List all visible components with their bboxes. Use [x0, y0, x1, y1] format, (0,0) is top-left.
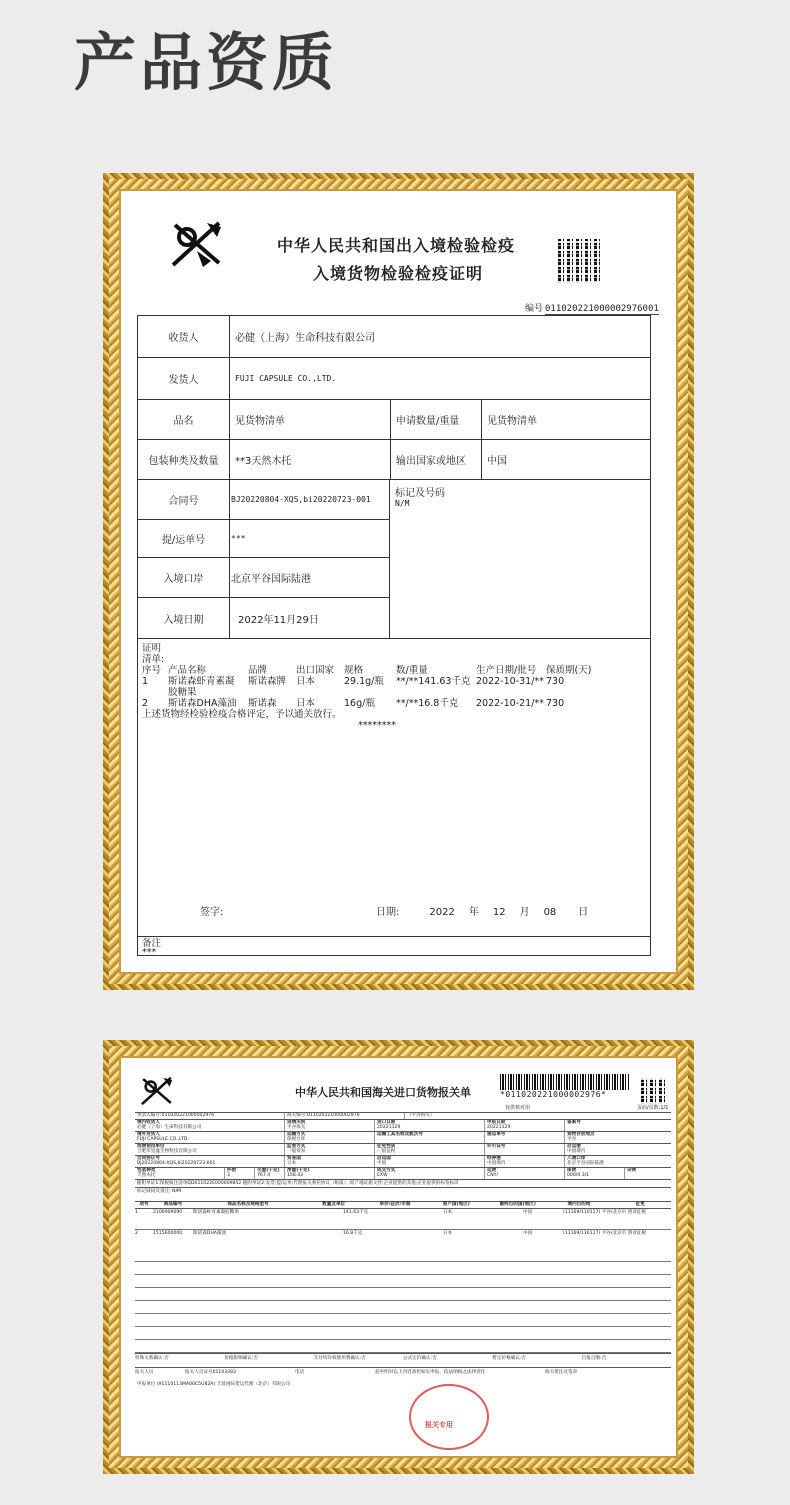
confirmation-row: 特殊关系确认:否 价格影响确认:否 支付特许权使用费确认:否 公式定价确认:否 暂定价格确认:否 自报自缴:否 — [135, 1353, 671, 1367]
goods-row: 胶糖果 — [168, 687, 197, 698]
quantity-value: 见货物清单 — [487, 416, 537, 427]
certificate-frame — [103, 173, 694, 990]
marks-value: N/M — [395, 499, 410, 508]
body-label: 证明 — [142, 643, 162, 654]
bill-value: *** — [231, 534, 246, 543]
declaration-row: 包装种类 天然木托 件数 3 毛重(千克) 767.4 净重(千克) 158.43 成交方式 EXW 运费 CNY/ 保费 000/0.3/1 杂费 — [135, 1167, 671, 1179]
conclusion-text: 上述货物经检验检疫合格评定，予以通关放行。 — [142, 709, 342, 720]
docs-line: 随附单证1:保税核注清单QD011022E000009852 随附单证2:发票;提/运单;代理报关委托协议（纸质）;原产地证据文件;企业提供的其他;企业提供的标签标识 — [135, 1179, 671, 1188]
product-label: 品名 — [138, 400, 230, 439]
barcode-icon — [500, 1074, 630, 1090]
certificate-document — [127, 197, 670, 966]
consignee-label: 收货人 — [138, 316, 230, 357]
declaration-document — [127, 1064, 670, 1450]
declaration-frame — [103, 1040, 694, 1474]
marks-label: 标记及号码 — [395, 488, 445, 499]
entry-date-label: 入境日期 — [138, 598, 230, 638]
certificate-number: 编号 011020221000002976001 — [525, 304, 659, 314]
contract-label: 合同号 — [138, 480, 230, 519]
bill-label: 提/运单号 — [138, 520, 230, 557]
page-count: 页码/页数:1/1 — [637, 1105, 669, 1111]
issue-date: 日期: 2022 年 12 月 08 日 — [376, 907, 589, 918]
qr-code-icon — [641, 1078, 667, 1104]
packaging-label: 包装种类及数量 — [138, 440, 230, 479]
declaration-table — [135, 1112, 671, 1388]
customs-emblem-icon — [137, 1074, 177, 1108]
qr-code-icon — [558, 239, 602, 283]
declarant-row: 报关人员 报关人员证号01103383 电话 兹申明对以上内容承担如实申报、依法纳税之法律责任 海关批注及签章 — [135, 1367, 671, 1381]
certificate-title: 中华人民共和国出入境检验检疫 — [277, 236, 516, 255]
origin-value: 中国 — [487, 456, 507, 467]
page-title: 产品资质 — [74, 26, 339, 99]
customs-emblem-icon — [167, 217, 227, 271]
sign-label: 签字: — [200, 907, 224, 918]
stars-text: ******** — [358, 720, 396, 731]
goods-row: 1 2106909090 斯诺森虾青素凝胶糖果 141.63千克 日本 中国 (11169/110117) 平谷/北京市 照章征税 — [135, 1209, 647, 1215]
packaging-value: **3天然木托 — [235, 456, 292, 467]
customs-stamp — [409, 1384, 489, 1450]
contract-value: BJ20220804-XQS,bi20220723-001 — [231, 495, 371, 504]
goods-row: 2 斯诺森DHA藻油 斯诺森 日本 16g/瓶 **/**16.8千克 2022-10-21/** 730 — [142, 698, 565, 709]
certificate-body — [138, 639, 650, 937]
stamp-text: 报关专用 — [425, 1421, 453, 1429]
port-value: 北京平谷国际陆港 — [231, 574, 311, 585]
entry-date-value: 2022年11月29日 — [238, 614, 319, 626]
print-note: 仅供核对用 — [505, 1105, 531, 1111]
declaration-row: 境内收货人 必健（上海）生命科技有限公司 进境关别 平谷海关 进口日期 20221129 申报日期 20221129 备案号 — [135, 1119, 671, 1131]
declarant-unit: 申报单位 (91110113MA00C5U82A) 丰晨国际货运代理（北京）有限公司 — [137, 1381, 291, 1387]
declaration-row: 预录入编号:011020221000002976 海关编号:011020221000002976 （平谷海关） — [135, 1112, 671, 1119]
goods-row: 1 斯诺森虾青素凝 斯诺森牌 日本 29.1g/瓶 **/**141.63千克 2022-10-31/** 730 — [142, 676, 565, 687]
origin-label: 输出国家或地区 — [390, 440, 482, 479]
consignor-value: FUJI CAPSULE CO.,LTD. — [235, 374, 337, 383]
declaration-title: 中华人民共和国海关进口货物报关单 — [295, 1086, 471, 1099]
certificate-subtitle: 入境货物检验检疫证明 — [313, 264, 484, 283]
barcode-number: *011020221000002976* — [500, 1090, 607, 1099]
list-label: 清单: — [142, 654, 165, 665]
remark: 备注 *** — [142, 938, 162, 958]
declaration-row: 合同协议号 BJ20220804-XQS,bi20220723-001 贸易国 日本 启运国 中国 经停港 中国境内 入境口岸 北京平谷国际陆港 — [135, 1155, 671, 1167]
port-label: 入境口岸 — [138, 558, 230, 597]
product-value: 见货物清单 — [235, 416, 285, 427]
consignee-value: 必健（上海）生命科技有限公司 — [235, 333, 375, 344]
quantity-label: 申请数量/重量 — [390, 400, 482, 439]
consignor-label: 发货人 — [138, 358, 230, 399]
goods-header: 项号 商品编号 商品名称及规格型号 数量及单位 单价/总价/币制 原产国(地区) 最终目的国(地区) 境内目的地 征免 — [135, 1201, 671, 1209]
declaration-row: 境外发货人 FUJI CAPSULE CO.,LTD. 运输方式 保税仓库 运输工具名称及航次号 提运单号 货物存放地点 平谷 — [135, 1131, 671, 1143]
marks-line: 标记唛码及备注: N/M — [135, 1187, 671, 1201]
goods-header: 序号 产品名称 品牌 出口国家 规格 数/重量 生产日期/批号 保质期(天) — [142, 665, 592, 676]
certificate-table — [137, 315, 651, 956]
goods-row: 2 1515600000 斯诺森DHA藻油 16.8千克 日本 中国 (11169/110117) 平谷/北京市 照章征税 — [135, 1229, 671, 1249]
declaration-row: 消费使用单位 合肥市星盛生物科技有限公司 监管方式 一般贸易 征免性质 一般征税 许可证号 启运港 中国境内 — [135, 1143, 671, 1155]
